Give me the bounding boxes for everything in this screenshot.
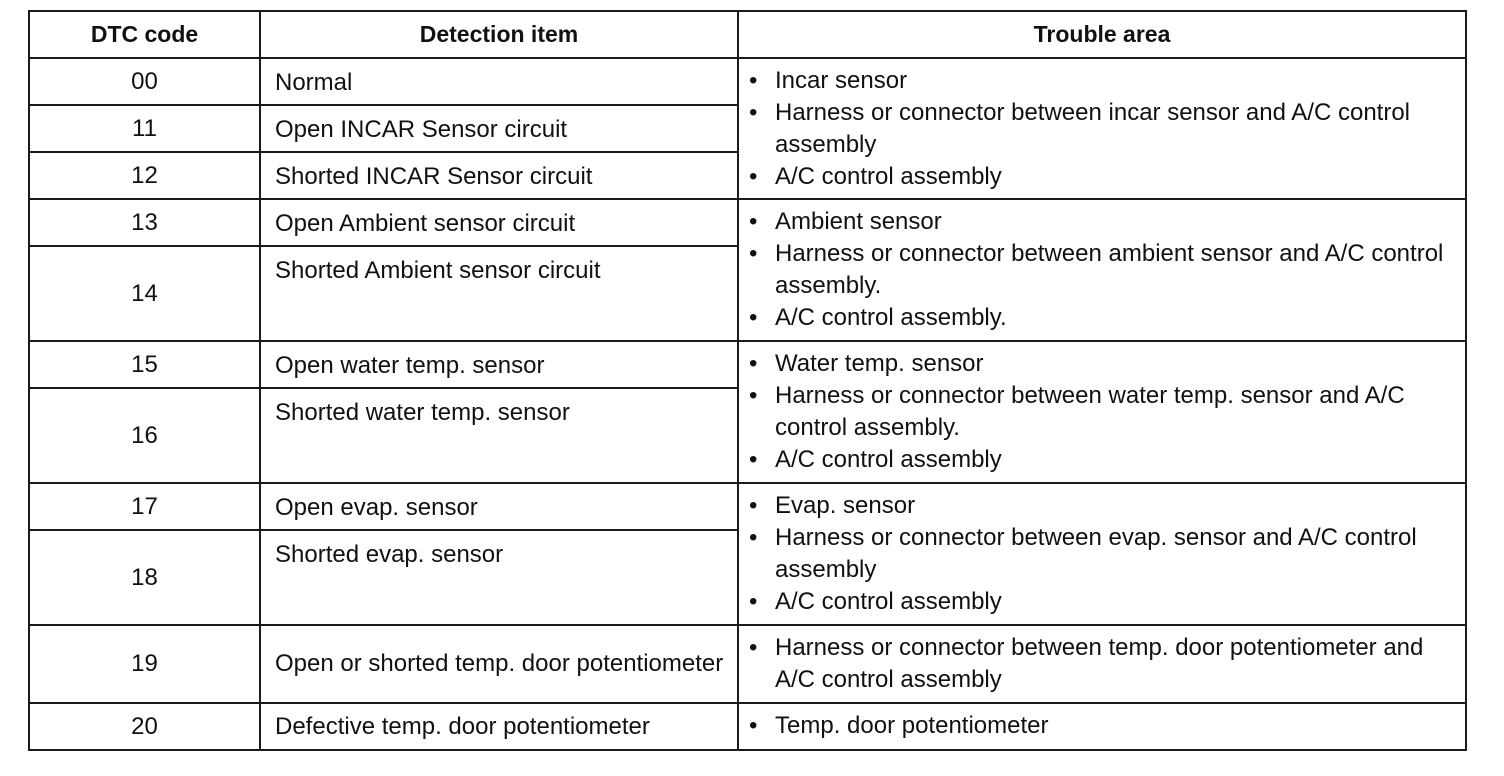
dtc-code-cell: 20 (29, 703, 260, 750)
dtc-code-cell: 13 (29, 199, 260, 246)
trouble-area-cell (738, 703, 1466, 750)
trouble-area-cell (738, 199, 1466, 341)
dtc-table (28, 10, 1467, 751)
dtc-code-cell: 00 (29, 58, 260, 105)
detection-item-cell: Shorted water temp. sensor (260, 388, 738, 483)
detection-item-cell: Shorted evap. sensor (260, 530, 738, 625)
trouble-list (775, 632, 1455, 696)
table-row (29, 199, 1466, 246)
dtc-code-cell: 14 (29, 246, 260, 341)
trouble-list-item: • Harness or connector between evap. sensor and A/C control assembly (775, 522, 1455, 586)
detection-item-cell: Shorted Ambient sensor circuit (260, 246, 738, 341)
table-row (29, 625, 1466, 703)
trouble-list-item: • Harness or connector between incar sensor and A/C control assembly (775, 97, 1455, 161)
trouble-area-cell (738, 483, 1466, 625)
trouble-list-item: • A/C control assembly (775, 444, 1455, 476)
trouble-list (775, 710, 1455, 742)
trouble-list (775, 348, 1455, 476)
detection-item-cell: Normal (260, 58, 738, 105)
table-row (29, 703, 1466, 750)
trouble-area-cell (738, 625, 1466, 703)
trouble-list-item: • Evap. sensor (775, 490, 1455, 522)
trouble-list (775, 490, 1455, 618)
dtc-code-cell: 19 (29, 625, 260, 703)
trouble-area-cell (738, 58, 1466, 199)
detection-item-cell: Defective temp. door potentiometer (260, 703, 738, 750)
dtc-code-cell: 12 (29, 152, 260, 199)
detection-item-cell: Open evap. sensor (260, 483, 738, 530)
header-dtc-code: DTC code (29, 11, 260, 58)
trouble-list-item: • Harness or connector between temp. door potentiometer and A/C control assembly (775, 632, 1455, 696)
dtc-code-cell: 18 (29, 530, 260, 625)
dtc-code-cell: 17 (29, 483, 260, 530)
trouble-area-cell (738, 341, 1466, 483)
dtc-code-cell: 16 (29, 388, 260, 483)
trouble-list-item: • Temp. door potentiometer (775, 710, 1455, 742)
dtc-code-cell: 11 (29, 105, 260, 152)
header-trouble-area: Trouble area (738, 11, 1466, 58)
detection-item-cell: Open Ambient sensor circuit (260, 199, 738, 246)
table-row (29, 341, 1466, 388)
table-row (29, 58, 1466, 105)
trouble-list-item: • Water temp. sensor (775, 348, 1455, 380)
trouble-list-item: • Harness or connector between ambient sensor and A/C control assembly. (775, 238, 1455, 302)
trouble-list (775, 206, 1455, 334)
trouble-list-item: • A/C control assembly. (775, 302, 1455, 334)
detection-item-cell: Open water temp. sensor (260, 341, 738, 388)
detection-item-cell: Open or shorted temp. door potentiometer (260, 625, 738, 703)
trouble-list-item: • A/C control assembly (775, 586, 1455, 618)
detection-item-cell: Shorted INCAR Sensor circuit (260, 152, 738, 199)
trouble-list-item: • Ambient sensor (775, 206, 1455, 238)
detection-item-cell: Open INCAR Sensor circuit (260, 105, 738, 152)
table-row (29, 483, 1466, 530)
trouble-list-item: • Harness or connector between water temp. sensor and A/C control assembly. (775, 380, 1455, 444)
header-row (29, 11, 1466, 58)
trouble-list-item: • A/C control assembly (775, 161, 1455, 193)
trouble-list-item: • Incar sensor (775, 65, 1455, 97)
dtc-code-cell: 15 (29, 341, 260, 388)
header-detection-item: Detection item (260, 11, 738, 58)
trouble-list (775, 65, 1455, 193)
